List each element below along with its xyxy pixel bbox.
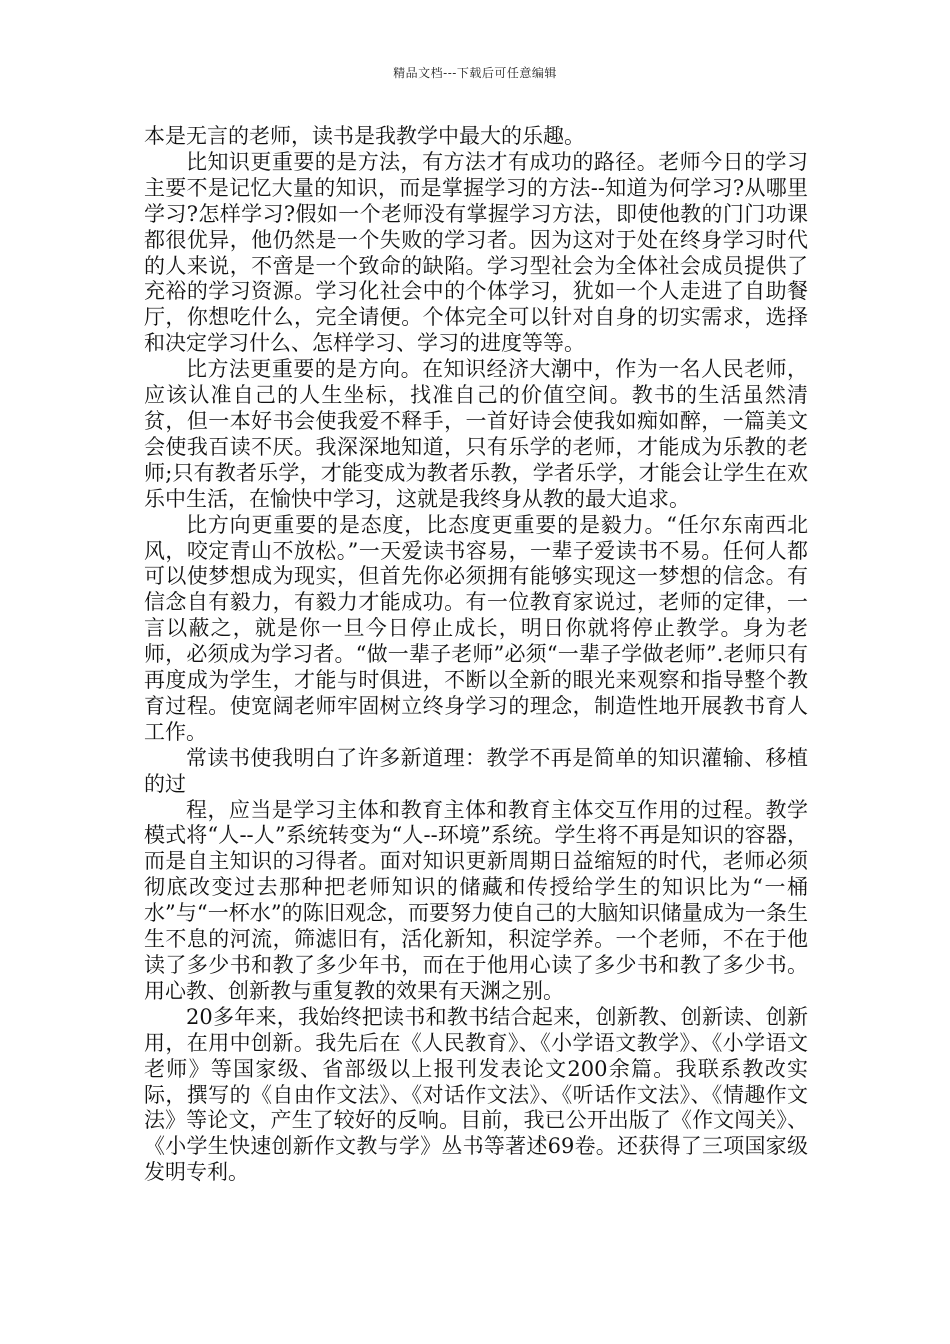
paragraph-7: 20多年来，我始终把读书和教书结合起来，创新教、创新读、创新用，在用中创新。我先后在《人民教育》、《小学语文教学》、《小学语文老师》等国家级、省部级以上报刊发表论文200余篇。我联系教改实际，撰写的《自由作文法》、《对话作文法》、《听话作文法》、《情趣作文法》等论文，产生了较好的反响。目前，我已公开出版了《作文闯关》、《小学生快速创新作文教与学》丛书等著述69卷。还获得了三项国家级发明专利。 [144, 1004, 808, 1185]
document-body [144, 124, 808, 1186]
paragraph-1: 本是无言的老师，读书是我教学中最大的乐趣。 [144, 124, 585, 148]
paragraph-3: 比方法更重要的是方向。在知识经济大潮中，作为一名人民老师，应该认准自己的人生坐标，找准自己的价值空间。教书的生活虽然清贫，但一本好书会使我爱不释手，一首好诗会使我如痴如醉，一篇美文会使我百读不厌。我深深地知道，只有乐学的老师，才能成为乐教的老师;只有教者乐学，才能变成为教者乐教，学者乐学，才能会让学生在欢乐中生活，在愉快中学习，这就是我终身从教的最大追求。 [144, 357, 808, 511]
paragraph-4: 比方向更重要的是态度，比态度更重要的是毅力。“任尔东南西北风，咬定青山不放松。”一天爱读书容易，一辈子爱读书不易。任何人都可以使梦想成为现实，但首先你必须拥有能够实现这一梦想的信念。有信念自有毅力，有毅力才能成功。有一位教育家说过，老师的定律，一言以蔽之，就是你一旦今日停止成长，明日你就将停止教学。身为老师，必须成为学习者。“做一辈子老师”必须“一辈子学做老师”.老师只有再度成为学生，才能与时俱进，不断以全新的眼光来观察和指导整个教育过程。使宽阔老师牢固树立终身学习的理念，制造性地开展教书育人工作。 [144, 512, 808, 744]
paragraph-2: 比知识更重要的是方法，有方法才有成功的路径。老师今日的学习主要不是记忆大量的知识，而是掌握学习的方法--知道为何学习?从哪里学习?怎样学习?假如一个老师没有掌握学习方法，即使他教的门门功课都很优异，他仍然是一个失败的学习者。因为这对于处在终身学习时代的人来说，不啻是一个致命的缺陷。学习型社会为全体社会成员提供了充裕的学习资源。学习化社会中的个体学习，犹如一个人走进了自助餐厅，你想吃什么，完全请便。个体完全可以针对自身的切实需求，选择和决定学习什么、怎样学习、学习的进度等等。 [144, 149, 808, 356]
page-header: 精品文档---下载后可任意编辑 [393, 66, 557, 80]
paragraph-5: 常读书使我明白了许多新道理：教学不再是简单的知识灌输、移植的过 [144, 745, 808, 796]
paragraph-6: 程，应当是学习主体和教育主体和教育主体交互作用的过程。教学模式将“人--人”系统转变为“人--环境”系统。学生将不再是知识的容器，而是自主知识的习得者。面对知识更新周期日益缩短的时代，老师必须彻底改变过去那种把老师知识的储藏和传授给学生的知识比为“一桶水”与“一杯水”的陈旧观念，而要努力使自己的大脑知识储量成为一条生生不息的河流，筛滤旧有，活化新知，积淀学养。一个老师，不在于他读了多少书和教了多少年书，而在于他用心读了多少书和教了多少书。用心教、创新教与重复教的效果有天渊之别。 [144, 797, 808, 1003]
